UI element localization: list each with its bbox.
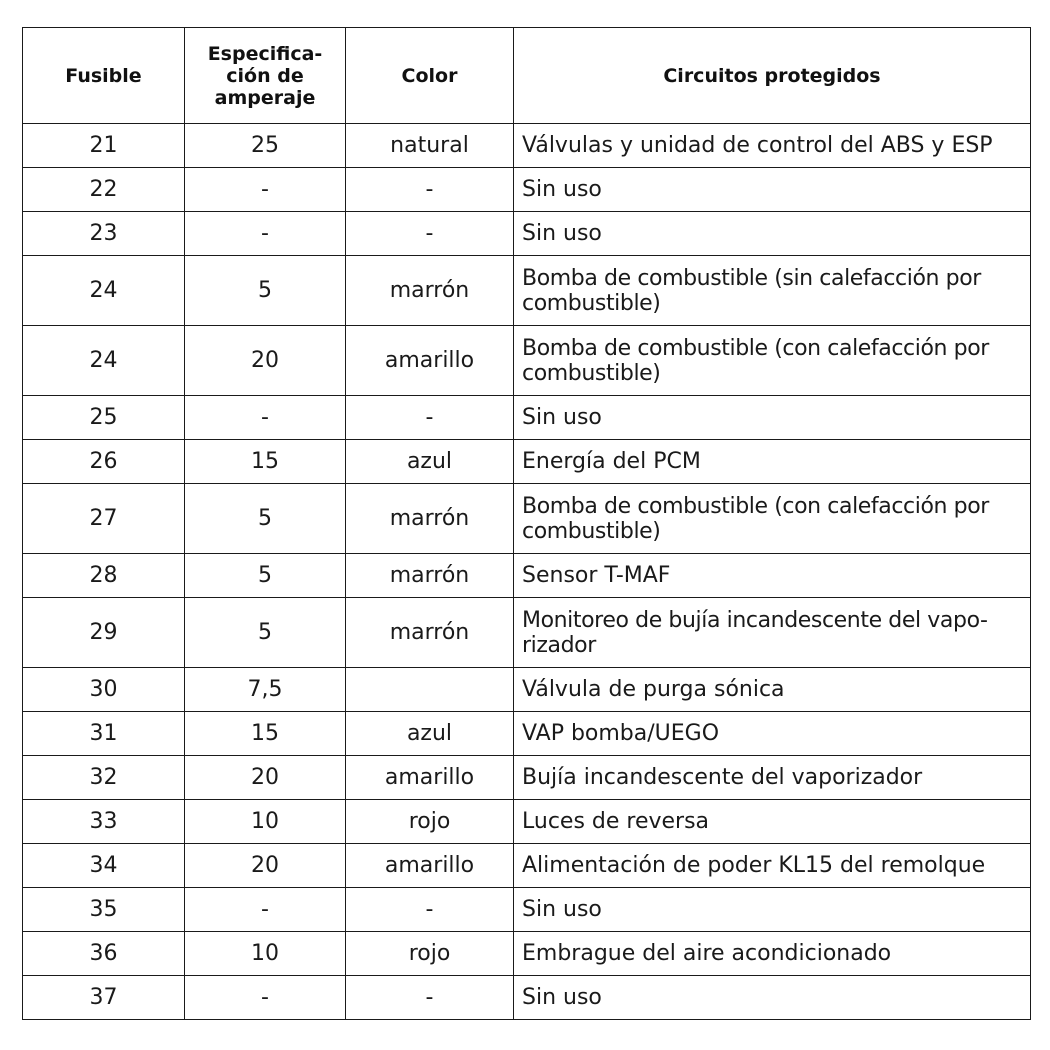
- fuse-amperage: -: [185, 168, 346, 212]
- fuse-circuit-text: Sin uso: [522, 177, 602, 202]
- fuse-circuit: [514, 326, 1031, 396]
- table-row: [23, 712, 1031, 756]
- fuse-amperage: 10: [185, 800, 346, 844]
- fuse-number: 21: [23, 124, 185, 168]
- fuse-amperage: 5: [185, 598, 346, 668]
- table-row: [23, 554, 1031, 598]
- fuse-circuit-text: Sin uso: [522, 405, 602, 430]
- table-row: [23, 844, 1031, 888]
- fuse-number: 23: [23, 212, 185, 256]
- table-row: [23, 484, 1031, 554]
- header-amperage: Especifica- ción de amperaje: [185, 28, 346, 124]
- fuse-color: -: [346, 888, 514, 932]
- fuse-color: rojo: [346, 932, 514, 976]
- fuse-amperage: 7,5: [185, 668, 346, 712]
- fuse-amperage: -: [185, 212, 346, 256]
- table-row: [23, 668, 1031, 712]
- fuse-circuit: [514, 168, 1031, 212]
- fuse-circuit-text: Sin uso: [522, 897, 602, 922]
- fuse-number: 24: [23, 256, 185, 326]
- fuse-circuit: [514, 484, 1031, 554]
- fuse-color: -: [346, 976, 514, 1020]
- fuse-number: 36: [23, 932, 185, 976]
- header-circuits: Circuitos protegidos: [514, 28, 1031, 124]
- fuse-color: amarillo: [346, 326, 514, 396]
- fuse-table: [22, 27, 1031, 1020]
- fuse-number: 26: [23, 440, 185, 484]
- table-row: [23, 440, 1031, 484]
- table-row: [23, 888, 1031, 932]
- header-fuse: Fusible: [23, 28, 185, 124]
- fuse-number: 25: [23, 396, 185, 440]
- fuse-color: -: [346, 212, 514, 256]
- fuse-circuit: [514, 212, 1031, 256]
- fuse-number: 27: [23, 484, 185, 554]
- fuse-color: amarillo: [346, 756, 514, 800]
- fuse-amperage: 15: [185, 440, 346, 484]
- fuse-circuit-text: Sin uso: [522, 985, 602, 1010]
- fuse-amperage: 10: [185, 932, 346, 976]
- fuse-circuit-text: Bomba de combustible (sin calefacción por combustible): [522, 265, 981, 316]
- fuse-circuit: [514, 712, 1031, 756]
- fuse-amperage: 20: [185, 326, 346, 396]
- fuse-number: 35: [23, 888, 185, 932]
- fuse-circuit: [514, 396, 1031, 440]
- fuse-color: -: [346, 396, 514, 440]
- fuse-amperage: 5: [185, 554, 346, 598]
- fuse-circuit: [514, 256, 1031, 326]
- fuse-circuit: [514, 668, 1031, 712]
- fuse-color: marrón: [346, 484, 514, 554]
- table-row: [23, 598, 1031, 668]
- fuse-color: natural: [346, 124, 514, 168]
- fuse-circuit: [514, 554, 1031, 598]
- fuse-amperage: 20: [185, 844, 346, 888]
- fuse-circuit-text: Sin uso: [522, 221, 602, 246]
- fuse-circuit-text: Alimentación de poder KL15 del remolque: [522, 853, 986, 878]
- table-row: [23, 124, 1031, 168]
- fuse-circuit: [514, 932, 1031, 976]
- fuse-circuit-text: Bujía incandescente del vaporizador: [522, 765, 923, 790]
- fuse-circuit-text: Sensor T-MAF: [522, 563, 671, 588]
- fuse-circuit-text: Monitoreo de bujía incandescente del vapo- rizador: [522, 607, 988, 658]
- fuse-circuit-text: Bomba de combustible (con calefacción por combustible): [522, 493, 989, 544]
- fuse-number: 24: [23, 326, 185, 396]
- fuse-amperage: -: [185, 888, 346, 932]
- fuse-number: 33: [23, 800, 185, 844]
- table-row: [23, 326, 1031, 396]
- fuse-circuit: [514, 888, 1031, 932]
- table-row: [23, 756, 1031, 800]
- fuse-circuit-text: Luces de reversa: [522, 809, 710, 834]
- table-row: [23, 168, 1031, 212]
- fuse-circuit-text: Bomba de combustible (con calefacción por combustible): [522, 335, 989, 386]
- fuse-circuit-text: Energía del PCM: [522, 449, 701, 474]
- fuse-number: 32: [23, 756, 185, 800]
- fuse-circuit: [514, 844, 1031, 888]
- fuse-number: 34: [23, 844, 185, 888]
- fuse-color: azul: [346, 712, 514, 756]
- table-row: [23, 256, 1031, 326]
- fuse-amperage: 5: [185, 484, 346, 554]
- fuse-circuit: [514, 756, 1031, 800]
- header-color: Color: [346, 28, 514, 124]
- fuse-color: marrón: [346, 256, 514, 326]
- fuse-circuit-text: Embrague del aire acondicionado: [522, 941, 892, 966]
- table-row: [23, 396, 1031, 440]
- table-row: [23, 932, 1031, 976]
- fuse-number: 29: [23, 598, 185, 668]
- fuse-color: rojo: [346, 800, 514, 844]
- table-header-row: [23, 28, 1031, 124]
- table-row: [23, 212, 1031, 256]
- fuse-circuit-text: VAP bomba/UEGO: [522, 721, 720, 746]
- fuse-number: 30: [23, 668, 185, 712]
- fuse-number: 22: [23, 168, 185, 212]
- fuse-number: 31: [23, 712, 185, 756]
- table-row: [23, 976, 1031, 1020]
- fuse-circuit: [514, 976, 1031, 1020]
- fuse-amperage: -: [185, 976, 346, 1020]
- fuse-circuit-text: Válvulas y unidad de control del ABS y ESP: [522, 133, 993, 158]
- fuse-color: marrón: [346, 554, 514, 598]
- fuse-circuit-text: Válvula de purga sónica: [522, 677, 785, 702]
- fuse-amperage: 15: [185, 712, 346, 756]
- fuse-number: 37: [23, 976, 185, 1020]
- fuse-circuit: [514, 124, 1031, 168]
- fuse-circuit: [514, 800, 1031, 844]
- fuse-color: amarillo: [346, 844, 514, 888]
- fuse-circuit: [514, 598, 1031, 668]
- fuse-number: 28: [23, 554, 185, 598]
- fuse-amperage: -: [185, 396, 346, 440]
- fuse-color: -: [346, 168, 514, 212]
- fuse-color: marrón: [346, 598, 514, 668]
- fuse-amperage: 5: [185, 256, 346, 326]
- fuse-circuit: [514, 440, 1031, 484]
- table-row: [23, 800, 1031, 844]
- fuse-color: [346, 668, 514, 712]
- fuse-color: azul: [346, 440, 514, 484]
- fuse-amperage: 20: [185, 756, 346, 800]
- fuse-amperage: 25: [185, 124, 346, 168]
